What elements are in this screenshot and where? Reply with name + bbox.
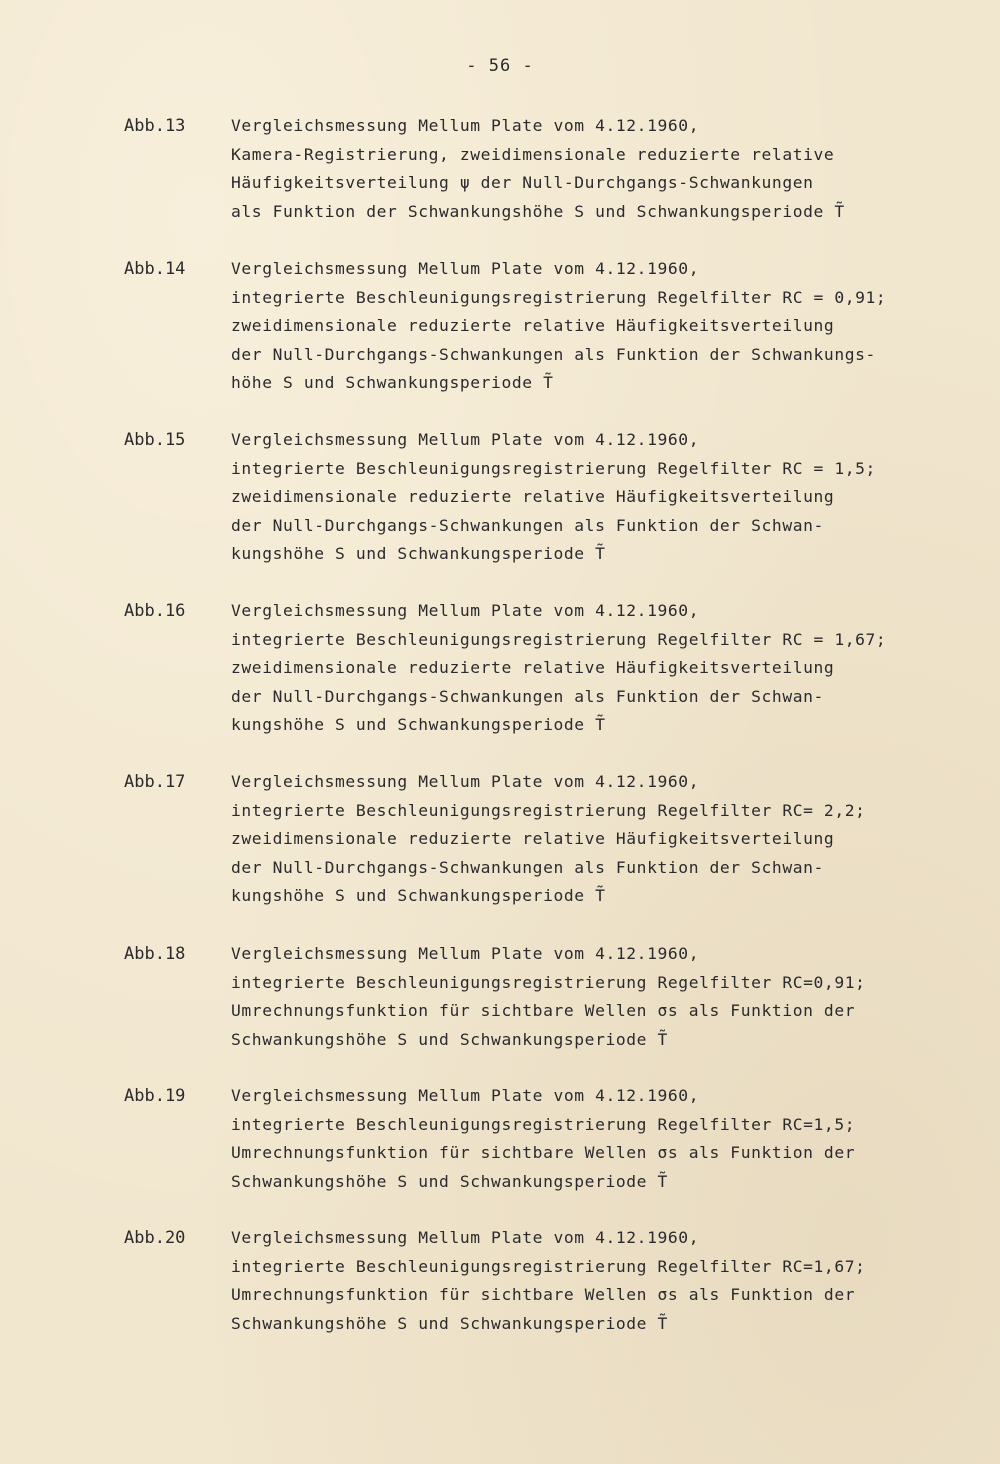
caption-line: integrierte Beschleunigungsregistrierung Regelfilter RC = 1,5;: [231, 458, 876, 478]
caption-line: kungshöhe S und Schwankungsperiode T̃: [231, 886, 606, 906]
caption-line: Umrechnungsfunktion für sichtbare Wellen σs als Funktion der: [231, 1001, 856, 1021]
caption-line: zweidimensionale reduzierte relative Häufigkeitsverteilung: [231, 658, 835, 678]
caption-text: [231, 1082, 961, 1196]
figure-label: Abb.18: [124, 944, 186, 964]
caption-line: integrierte Beschleunigungsregistrierung Regelfilter RC = 0,91;: [231, 287, 887, 307]
caption-line: Vergleichsmessung Mellum Plate vom 4.12.1960,: [231, 430, 700, 449]
caption-line: der Null-Durchgangs-Schwankungen als Funktion der Schwan-: [231, 686, 824, 706]
caption-text: [231, 112, 961, 226]
caption-line: höhe S und Schwankungsperiode T̃: [231, 373, 554, 393]
caption-line: Häufigkeitsverteilung ψ der Null-Durchgangs-Schwankungen: [231, 173, 814, 193]
caption-line: Vergleichsmessung Mellum Plate vom 4.12.1960,: [231, 1228, 700, 1247]
caption-line: integrierte Beschleunigungsregistrierung Regelfilter RC = 1,67;: [231, 629, 887, 649]
caption-line: Kamera-Registrierung, zweidimensionale reduzierte relative: [231, 144, 835, 164]
caption-text: [231, 1224, 961, 1338]
figure-label: Abb.14: [124, 259, 186, 279]
caption-line: als Funktion der Schwankungshöhe S und Schwankungsperiode T̃: [231, 201, 845, 221]
caption-line: zweidimensionale reduzierte relative Häufigkeitsverteilung: [231, 316, 835, 336]
caption-line: Vergleichsmessung Mellum Plate vom 4.12.1960,: [231, 259, 700, 278]
caption-line: integrierte Beschleunigungsregistrierung Regelfilter RC=1,5;: [231, 1114, 856, 1134]
caption-line: Vergleichsmessung Mellum Plate vom 4.12.1960,: [231, 116, 700, 135]
caption-text: [231, 426, 961, 569]
caption-line: der Null-Durchgangs-Schwankungen als Funktion der Schwan-: [231, 515, 824, 535]
caption-text: [231, 597, 961, 740]
caption-line: Umrechnungsfunktion für sichtbare Wellen σs als Funktion der: [231, 1285, 856, 1305]
caption-line: Vergleichsmessung Mellum Plate vom 4.12.1960,: [231, 944, 700, 963]
caption-text: [231, 255, 961, 398]
caption-line: Vergleichsmessung Mellum Plate vom 4.12.1960,: [231, 601, 700, 620]
caption-text: [231, 940, 961, 1054]
caption-line: integrierte Beschleunigungsregistrierung Regelfilter RC= 2,2;: [231, 800, 866, 820]
caption-line: Schwankungshöhe S und Schwankungsperiode T̃: [231, 1029, 668, 1049]
caption-line: zweidimensionale reduzierte relative Häufigkeitsverteilung: [231, 487, 835, 507]
caption-line: Umrechnungsfunktion für sichtbare Wellen σs als Funktion der: [231, 1143, 856, 1163]
caption-line: kungshöhe S und Schwankungsperiode T̃: [231, 715, 606, 735]
caption-line: Vergleichsmessung Mellum Plate vom 4.12.1960,: [231, 1086, 700, 1105]
figure-label: Abb.15: [124, 430, 186, 450]
caption-line: integrierte Beschleunigungsregistrierung Regelfilter RC=1,67;: [231, 1256, 866, 1276]
figure-label: Abb.20: [124, 1228, 186, 1248]
caption-line: Schwankungshöhe S und Schwankungsperiode T̃: [231, 1313, 668, 1333]
caption-line: Vergleichsmessung Mellum Plate vom 4.12.1960,: [231, 772, 700, 791]
caption-line: der Null-Durchgangs-Schwankungen als Funktion der Schwankungs-: [231, 344, 876, 364]
figure-label: Abb.19: [124, 1086, 186, 1106]
caption-line: integrierte Beschleunigungsregistrierung Regelfilter RC=0,91;: [231, 972, 866, 992]
caption-line: zweidimensionale reduzierte relative Häufigkeitsverteilung: [231, 829, 835, 849]
figure-label: Abb.17: [124, 772, 186, 792]
caption-line: kungshöhe S und Schwankungsperiode T̃: [231, 544, 606, 564]
page-number: - 56 -: [466, 56, 534, 76]
caption-line: der Null-Durchgangs-Schwankungen als Funktion der Schwan-: [231, 857, 824, 877]
figure-label: Abb.16: [124, 601, 186, 621]
caption-line: Schwankungshöhe S und Schwankungsperiode T̃: [231, 1171, 668, 1191]
caption-text: [231, 768, 961, 911]
figure-label: Abb.13: [124, 116, 186, 136]
